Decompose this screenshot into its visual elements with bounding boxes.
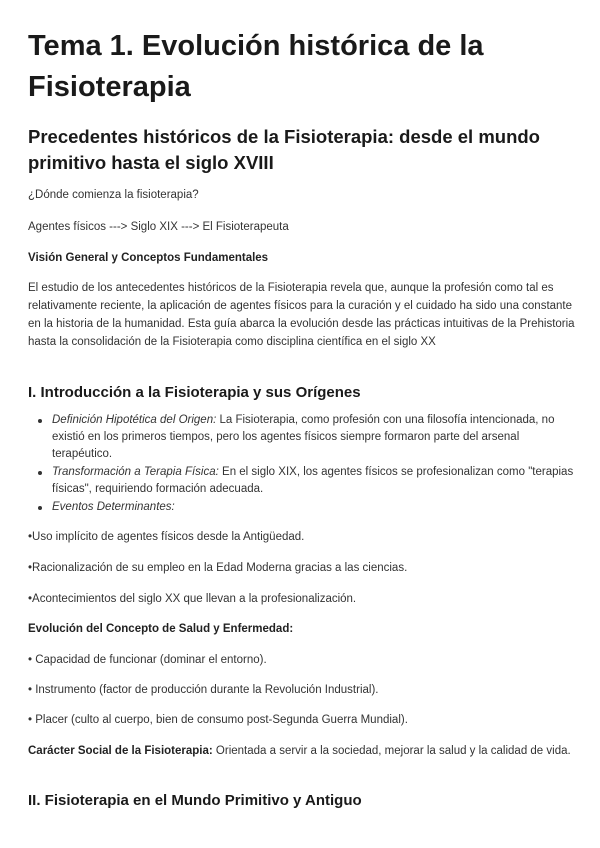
bullet-text: En el siglo XIX, los agentes físicos se profesionalizan como "terapias físicas", requiriendo formación adecuada. [52, 466, 574, 495]
health-heading: Evolución del Concepto de Salud y Enfermedad: [28, 623, 294, 635]
flow-text: Agentes físicos ---> Siglo XIX ---> El Fisioterapeuta [28, 221, 289, 233]
section-2-heading: II. Fisioterapia en el Mundo Primitivo y Antiguo [28, 792, 362, 809]
bullet-term: Definición Hipotética del Origen: [52, 414, 217, 426]
bullet-term: Eventos Determinantes: [52, 501, 175, 513]
social-paragraph [28, 742, 576, 760]
health-item: • Capacidad de funcionar (dominar el entorno). [28, 654, 267, 666]
page-subtitle: Precedentes históricos de la Fisioterapia: desde el mundo primitivo hasta el siglo XVIII [28, 126, 540, 173]
social-text: Orientada a servir a la sociedad, mejorar la salud y la calidad de vida. [212, 745, 571, 757]
bullet-term: Transformación a Terapia Física: [52, 466, 219, 478]
page-title: Tema 1. Evolución histórica de la Fisioterapia [28, 30, 484, 103]
section-1-heading: I. Introducción a la Fisioterapia y sus Orígenes [28, 384, 361, 401]
overview-heading: Visión General y Conceptos Fundamentales [28, 252, 269, 264]
bullet-icon [38, 506, 42, 510]
event-item: •Racionalización de su empleo en la Edad Moderna gracias a las ciencias. [28, 562, 408, 574]
list-item [52, 464, 576, 498]
event-item: •Acontecimientos del siglo XX que llevan a la profesionalización. [28, 593, 357, 605]
list-item [52, 499, 576, 516]
bullet-icon [38, 419, 42, 423]
question-text: ¿Dónde comienza la fisioterapia? [28, 189, 199, 201]
health-item: • Instrumento (factor de producción durante la Revolución Industrial). [28, 684, 379, 696]
bullet-icon [38, 471, 42, 475]
list-item [52, 412, 576, 463]
event-item: •Uso implícito de agentes físicos desde la Antigüedad. [28, 531, 305, 543]
bullet-text: La Fisioterapia, como profesión con una filosofía intencionada, no existió en los primeros tiempos, pero los agentes físicos siempre formaron parte del arsenal terapéutico. [52, 414, 555, 460]
social-term: Carácter Social de la Fisioterapia: [28, 745, 213, 757]
section-1-bullet-list [28, 412, 576, 517]
overview-paragraph: El estudio de los antecedentes históricos de la Fisioterapia revela que, aunque la profesión como tal es relativamente reciente, la aplicación de agentes físicos para la curación y el cuidado ha sido una constante en la historia de la humanidad. Esta guía abarca la evolución desde las prácticas intuitivas de la Prehistoria hasta la consolidación de la Fisioterapia como disciplina científica en el siglo XX [28, 282, 575, 348]
health-item: • Placer (culto al cuerpo, bien de consumo post-Segunda Guerra Mundial). [28, 714, 408, 726]
